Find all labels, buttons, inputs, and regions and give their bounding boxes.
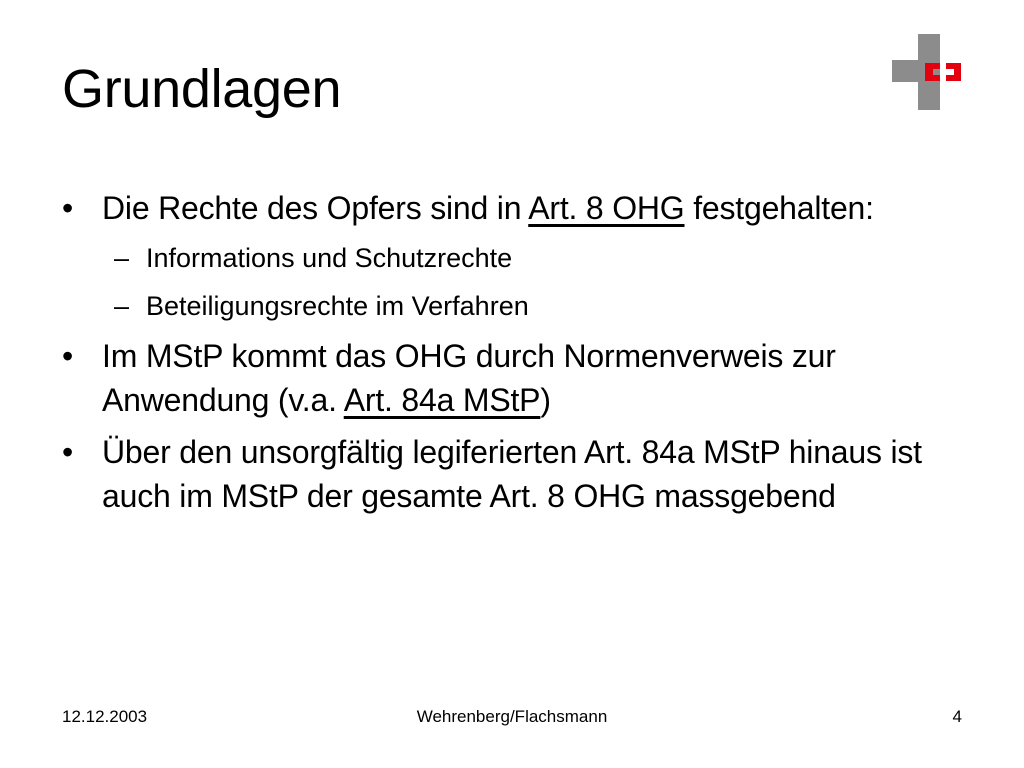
link-art-84a-mstp[interactable]: Art. 84a MStP xyxy=(343,382,541,418)
link-art-8-ohg[interactable]: Art. 8 OHG xyxy=(528,190,685,226)
bullet-text: Über den unsorgfältig legiferierten Art. 84a MStP hinaus ist auch im MStP der gesamte Art. 8 OHG massgebend xyxy=(102,434,922,514)
sub-item-beteiligungsrechte xyxy=(62,286,992,326)
bullet-text: festgehalten: xyxy=(684,190,874,226)
bullet-item-mstp xyxy=(62,334,992,422)
bullet-text: ) xyxy=(540,382,551,418)
bullet-text: Im MStP kommt das OHG durch Normenverweis zur Anwendung (v.a. xyxy=(102,338,836,418)
sub-item-text: Beteiligungsrechte im Verfahren xyxy=(146,291,529,321)
dash-icon: – xyxy=(114,243,130,273)
bullet-icon: • xyxy=(62,434,74,470)
sub-item-text: Informations und Schutzrechte xyxy=(146,243,513,273)
swiss-cross-logo-icon xyxy=(892,34,968,110)
sub-list xyxy=(62,238,992,326)
footer-authors: Wehrenberg/Flachsmann xyxy=(416,707,608,726)
slide-title: Grundlagen xyxy=(62,59,342,119)
bullet-icon: • xyxy=(62,338,74,374)
sub-item-informationsrechte xyxy=(62,238,992,278)
bullet-text: Die Rechte des Opfers sind in xyxy=(102,190,529,226)
footer-page-number: 4 xyxy=(952,707,962,726)
footer-date: 12.12.2003 xyxy=(62,707,148,726)
bullet-item-rechte xyxy=(62,186,992,230)
slide-content xyxy=(62,186,992,526)
bullet-item-ueber xyxy=(62,430,992,518)
bullet-icon: • xyxy=(62,190,74,226)
dash-icon: – xyxy=(114,291,130,321)
